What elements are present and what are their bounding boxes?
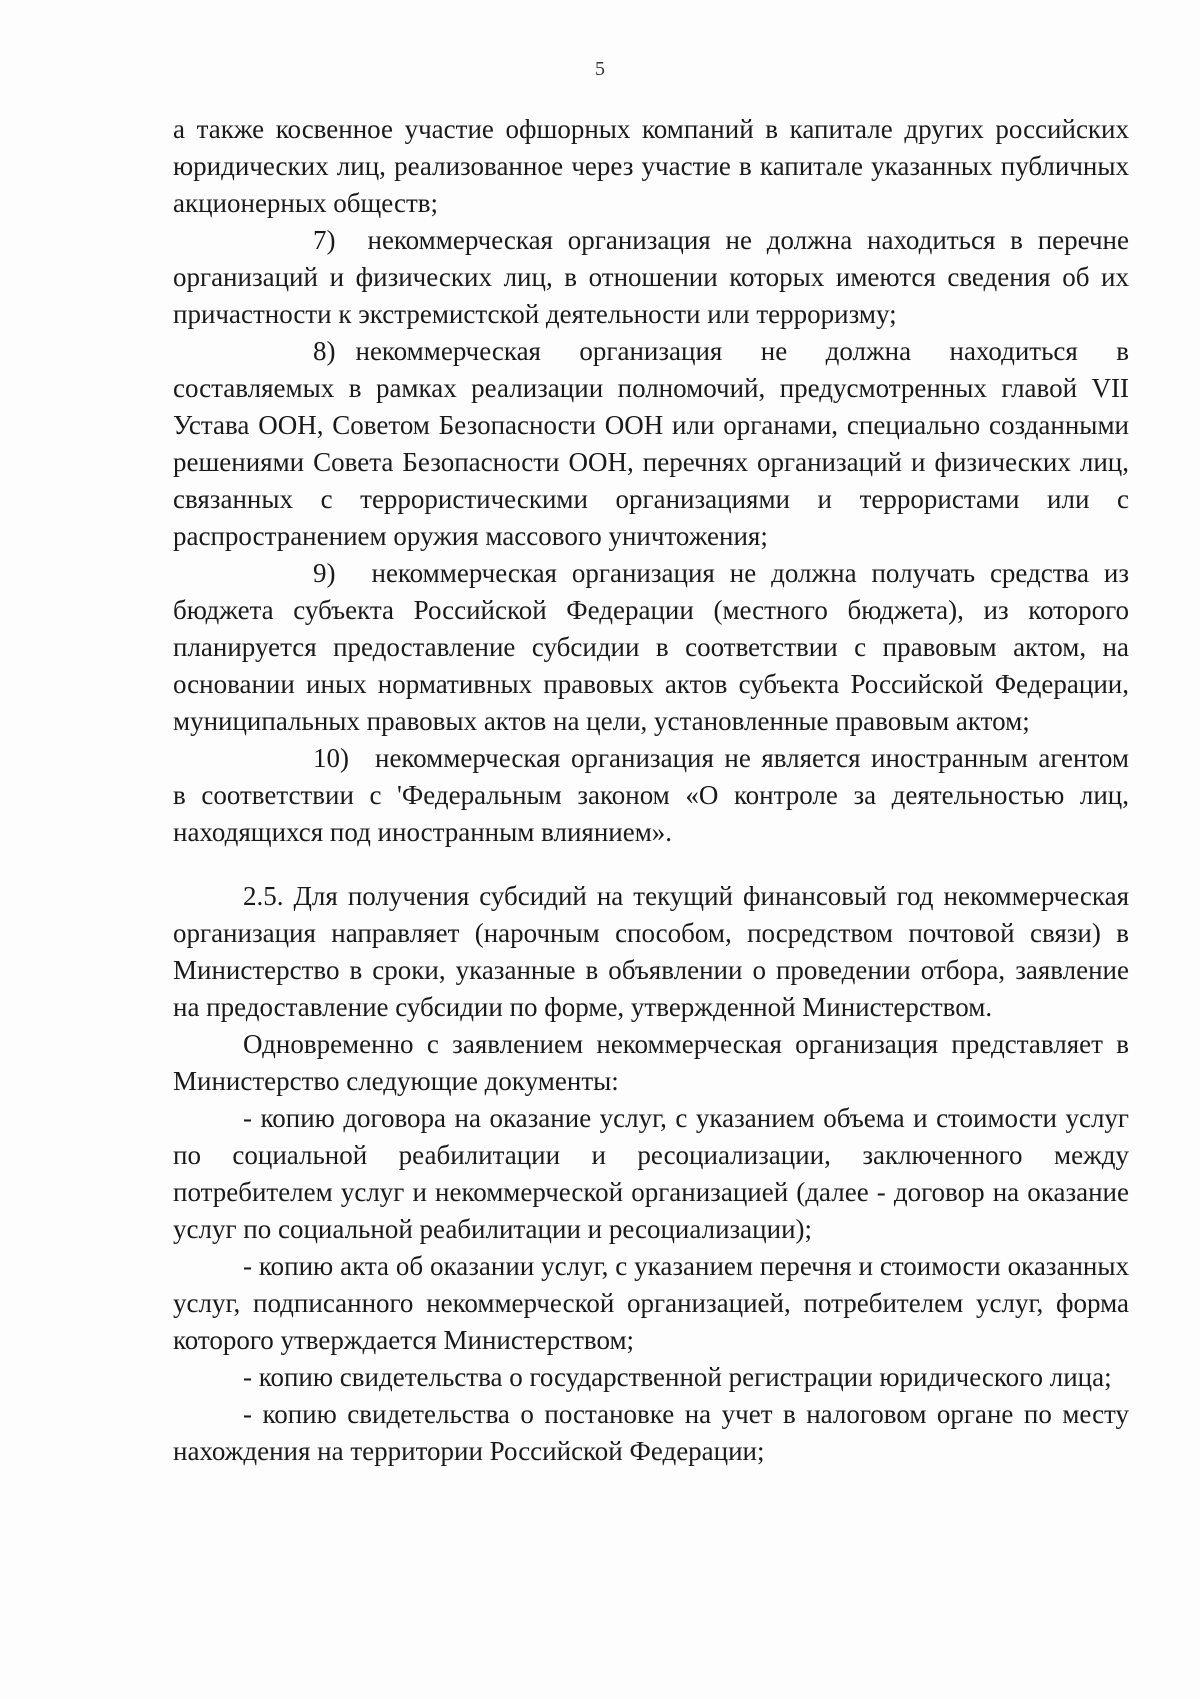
document-item-act: - копию акта об оказании услуг, с указанием перечня и стоимости оказанных услуг, подписанного некоммерческой организацией, потребителем услуг, форма которого утверждается Министерством; bbox=[173, 1251, 1129, 1355]
list-item-10 bbox=[173, 740, 1129, 851]
list-number: 10) bbox=[313, 743, 349, 773]
document-item-contract: - копию договора на оказание услуг, с указанием объема и стоимости услуг по социальной реабилитации и ресоциализации, заключенного между потребителем услуг и некоммерческой организацией (далее - договор на оказание услуг по социальной реабилитации и ресоциализации); bbox=[173, 1103, 1129, 1244]
list-item-8 bbox=[173, 333, 1129, 555]
paragraph-continuation: а также косвенное участие офшорных компаний в капитале других российских юридических лиц, реализованное через участие в капитале указанных публичных акционерных обществ; bbox=[173, 114, 1129, 218]
list-item-text: некоммерческая организация не является иностранным агентом в соответствии с 'Федеральным законом «О контроле за деятельностью лиц, находящихся под иностранным влиянием». bbox=[173, 743, 1129, 847]
list-item-text: некоммерческая организация не должна получать средства из бюджета субъекта Российской Федерации (местного бюджета), из которого планируется предоставление субсидии в соответствии с правовым актом, на основании иных нормативных правовых актов субъекта Российской Федерации, муниципальных правовых актов на цели, установленные правовым актом; bbox=[173, 558, 1129, 736]
list-number: 7) bbox=[313, 225, 336, 255]
document-body bbox=[173, 111, 1129, 1470]
list-item-text: некоммерческая организация не должна находиться в перечне организаций и физических лиц, в отношении которых имеются сведения об их причастности к экстремистской деятельности или терроризму; bbox=[173, 225, 1129, 329]
documents-intro-paragraph: Одновременно с заявлением некоммерческая организация представляет в Министерство следующие документы: bbox=[173, 1029, 1129, 1096]
section-2-5-paragraph: 2.5. Для получения субсидий на текущий финансовый год некоммерческая организация направляет (нарочным способом, посредством почтовой связи) в Министерство в сроки, указанные в объявлении о проведении отбора, заявление на предоставление субсидии по форме, утвержденной Министерством. bbox=[173, 881, 1129, 1022]
document-item-registration: - копию свидетельства о государственной регистрации юридического лица; bbox=[243, 1362, 1112, 1392]
list-number: 9) bbox=[313, 558, 336, 588]
list-item-9 bbox=[173, 555, 1129, 740]
page-number: 5 bbox=[595, 58, 605, 80]
document-item-tax: - копию свидетельства о постановке на учет в налоговом органе по месту нахождения на территории Российской Федерации; bbox=[173, 1399, 1129, 1466]
paragraph-spacer bbox=[173, 851, 1129, 878]
list-number: 8) bbox=[313, 336, 336, 366]
list-item-7 bbox=[173, 222, 1129, 333]
list-item-text: некоммерческая организация не должна находиться в составляемых в рамках реализации полномочий, предусмотренных главой VII Устава ООН, Советом Безопасности ООН или органами, специально созданными решениями Совета Безопасности ООН, перечнях организаций и физических лиц, связанных с террористическими организациями и террористами или с распространением оружия массового уничтожения; bbox=[173, 336, 1129, 551]
